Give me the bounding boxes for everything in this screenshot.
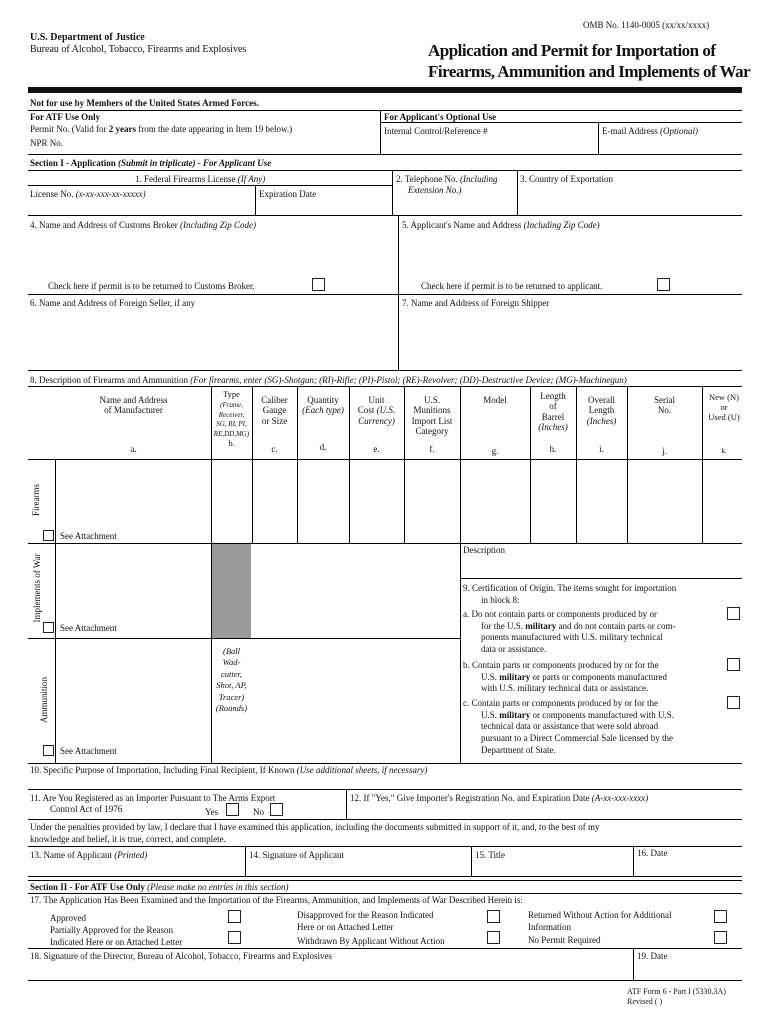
section1-title: Section I - Application (Submit in triplicate) - For Applicant Use [30,158,272,168]
internal-control-label: Internal Control/Reference # [384,126,488,136]
col-a-letter: a. [130,444,137,454]
item17-label: 17. The Application Has Been Examined and the Importation of the Firearms, Ammunition, and Implements of War Described Herein is: [30,895,523,905]
col-h-header: Length of Barrel (Inches) [538,391,568,433]
registered-yes-checkbox[interactable] [226,803,239,816]
disapproved-label: Disapproved for the Reason Indicated Here or on Attached Letter [297,910,434,932]
yes-label: Yes [205,807,219,817]
item4-label: 4. Name and Address of Customs Broker (Including Zip Code) [30,220,256,230]
col-i-letter: i. [599,444,604,454]
department-name: U.S. Department of Justice [30,32,145,43]
col-k-letter: k. [721,447,727,455]
item2-extension: Extension No.) [408,185,462,195]
item6-label: 6. Name and Address of Foreign Seller, if any [30,298,196,308]
item9a-checkbox[interactable] [727,607,740,620]
item9-option-a: a. Do not contain parts or components produced by or for the U.S. military and do not contain parts or com- ponents manufactured with U.S. military technical data or assistance. [463,609,676,655]
col-e-header: Unit Cost (U.S. Currency) [357,395,396,426]
disapproved-checkbox[interactable] [487,910,500,923]
section2-title: Section II - For ATF Use Only (Please make no entries in this section) [30,882,289,892]
approved-label: Approved [50,913,86,923]
bureau-name: Bureau of Alcohol, Tobacco, Firearms and Explosives [30,44,247,55]
item7-label: 7. Name and Address of Foreign Shipper [402,298,550,308]
item13-label: 13. Name of Applicant (Printed) [30,850,148,860]
form-title-line2: Firearms, Ammunition and Implements of War [428,62,751,81]
no-permit-checkbox[interactable] [714,931,727,944]
ammo-type-hint: (Ball Wad- cutter, Shot, AP, Tracer) (Rounds) [215,646,248,714]
item9-option-b: b. Contain parts or components produced by or for the U.S. military or parts or components manufactured with U.S. military technical data or assistance. [463,660,667,694]
permit-no-label: Permit No. (Valid for 2 years from the date appearing in Item 19 below.) [30,124,293,134]
return-to-applicant-checkbox[interactable] [657,278,670,291]
col-b-header: Type (Frame, Receiver, SG, RI, PI, RE,DD,MG) b. [213,389,250,448]
col-f-header: U.S. Munitions Import List Category [411,395,453,437]
col-d-letter: d. [319,442,327,452]
check-broker-label: Check here if permit is to be returned to Customs Broker. [48,281,255,291]
ammunition-row-label: Ammunition [39,677,49,724]
license-no-label: License No. (x-xx-xxx-xx-xxxxx) [30,189,146,199]
col-a-header: Name and Address of Manufacturer [99,395,168,416]
header-rule [28,87,742,93]
col-g-letter: g. [491,446,499,456]
item15-label: 15. Title [475,850,506,860]
no-permit-label: No Permit Required [528,935,601,945]
penalty-declaration: Under the penalties provided by law, I declare that I have examined this application, including the documents submitted in support of it, and, to the best of my knowledge and belief, it is true, correct, and complete. [30,822,600,844]
col-h-letter: h. [549,444,557,454]
col-g-header: Model [483,395,507,405]
col-k-header: New (N) or Used (U) [708,392,740,422]
form-title-line1: Application and Permit for Importation of [428,41,716,60]
implements-shaded-cell [212,544,251,638]
firearms-see-attachment-label: See Attachment [60,531,117,541]
revision-label: Revised ( ) [627,997,663,1006]
item9b-checkbox[interactable] [727,658,740,671]
item1-label: 1. Federal Firearms License (If Any) [135,174,266,184]
ammunition-see-attachment-checkbox[interactable] [43,745,54,756]
returned-label: Returned Without Action for Additional Information [528,910,672,932]
col-j-header: Serial No. [654,395,675,416]
return-to-broker-checkbox[interactable] [312,278,325,291]
item9c-checkbox[interactable] [727,696,740,709]
item14-label: 14. Signature of Applicant [249,850,344,860]
item8-label: 8. Description of Firearms and Ammunition (For firearms, enter (SG)-Shotgun; (RI)-Rifle; (PI)-Pistol; (RE)-Revolver; (DD)-Destructive Device; (MG)-Machinegun) [30,375,627,385]
item19-label: 19. Date [637,951,668,961]
no-label: No [253,807,264,817]
item10-label: 10. Specific Purpose of Importation, Including Final Recipient, If Known (Use additional sheets, if necessary) [30,765,428,775]
not-for-use-notice: Not for use by Members of the United States Armed Forces. [30,98,259,108]
col-i-header: Overall Length (Inches) [586,395,617,426]
implements-see-attachment-label: See Attachment [60,623,117,633]
item11-act: Control Act of 1976 [50,804,123,814]
item11-label: 11. Are You Registered as an Importer Pursuant to The Arms Export [30,793,276,803]
item12-label: 12. If "Yes," Give Importer's Registration No. and Expiration Date (A-xx-xxx-xxxx) [350,793,649,803]
implements-row-label: Implements of War [32,553,42,623]
item18-label: 18. Signature of the Director, Bureau of Alcohol, Tobacco, Firearms and Explosives [30,951,333,961]
partially-approved-checkbox[interactable] [228,931,241,944]
approved-checkbox[interactable] [228,910,241,923]
withdrawn-checkbox[interactable] [487,931,500,944]
ammunition-see-attachment-label: See Attachment [60,746,117,756]
atf-use-only-label: For ATF Use Only [30,112,101,122]
col-f-letter: f. [429,444,435,454]
col-j-letter: j. [662,446,667,456]
item2-label: 2. Telephone No. (Including [396,174,498,184]
implements-see-attachment-checkbox[interactable] [43,622,54,633]
npr-no-label: NPR No. [30,138,64,148]
form-number: ATF Form 6 - Part I (5330.3A) [627,987,726,996]
item9-certification: 9. Certification of Origin. The items sought for importation in block 8: [463,583,677,605]
firearms-see-attachment-checkbox[interactable] [43,530,54,541]
item5-label: 5. Applicant's Name and Address (Including Zip Code) [402,220,600,230]
description-label: Description [463,545,505,555]
registered-no-checkbox[interactable] [270,803,283,816]
item9-option-c: c. Contain parts or components produced by or for the U.S. military or components manufactured with U.S. technical data or assistance that were sold abroad pursuant to a Direct Commercial Sale licensed by the Department of State. [463,698,674,755]
item16-label: 16. Date [637,848,668,858]
partially-approved-label: Partially Approved for the Reason Indicated Here or on Attached Letter [50,925,183,947]
email-label: E-mail Address (Optional) [602,126,698,136]
item3-label: 3. Country of Exportation [520,174,613,184]
firearms-row-label: Firearms [31,484,41,516]
check-applicant-label: Check here if permit is to be returned to applicant. [421,281,603,291]
returned-checkbox[interactable] [714,910,727,923]
expiration-date-label: Expiration Date [259,189,317,199]
withdrawn-label: Withdrawn By Applicant Without Action [297,936,445,946]
omb-number: OMB No. 1140-0005 (xx/xx/xxxx) [583,20,710,30]
col-c-letter: c. [271,444,278,454]
col-c-header: Caliber Gauge or Size [261,395,288,426]
applicant-optional-label: For Applicant's Optional Use [384,112,497,122]
col-d-header: Quantity (Each type) [302,395,344,416]
col-e-letter: e. [373,444,380,454]
